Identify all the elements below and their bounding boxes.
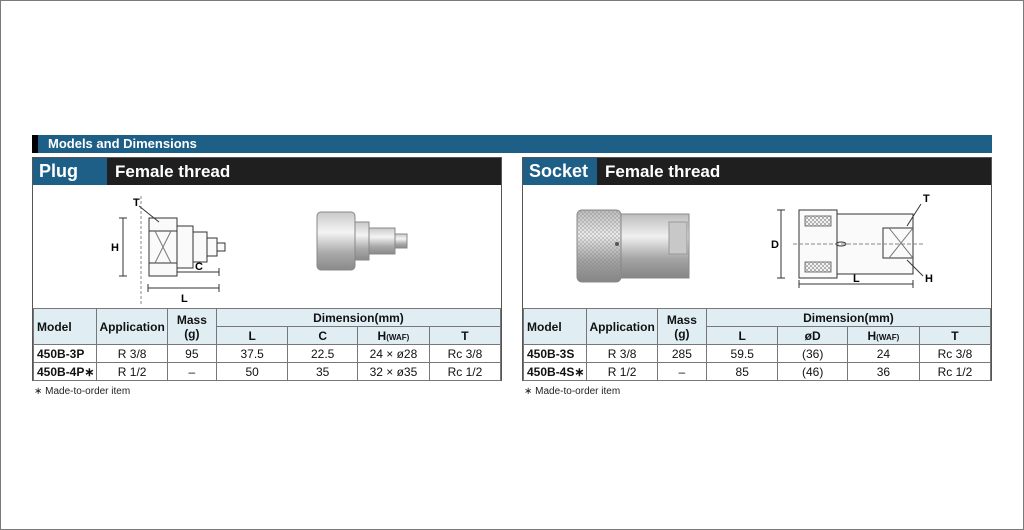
socket-note: ∗ Made-to-order item (524, 386, 621, 397)
table-row (34, 345, 501, 363)
mass-cell: – (167, 363, 216, 381)
socket-col-application: Application (587, 309, 657, 345)
h-cell: 24 (847, 345, 919, 363)
mass-cell: 285 (657, 345, 706, 363)
plug-tag: Plug (33, 158, 107, 185)
plug-col-mass: Mass (g) (167, 309, 216, 345)
plug-title-bar (33, 158, 501, 185)
mass-cell: – (657, 363, 706, 381)
h-cell: 24 × ø28 (357, 345, 429, 363)
plug-header-row (34, 309, 501, 327)
application-cell: R 1/2 (587, 363, 657, 381)
d-cell: (46) (778, 363, 847, 381)
plug-diagram (33, 186, 501, 308)
application-cell: R 3/8 (587, 345, 657, 363)
socket-dim-d: D (771, 239, 779, 251)
plug-col-h-suffix: (WAF) (386, 332, 410, 342)
socket-header-row (524, 309, 991, 327)
plug-panel (32, 157, 502, 381)
plug-dim-t: T (133, 197, 140, 209)
made-to-order-mark: ∗ (574, 364, 585, 379)
model-name: 450B-3P (37, 346, 85, 361)
plug-col-application: Application (97, 309, 167, 345)
socket-subtitle: Female thread (605, 162, 721, 181)
section-title: Models and Dimensions (32, 135, 992, 153)
made-to-order-mark: ∗ (84, 364, 95, 379)
socket-col-d: øD (778, 327, 847, 345)
socket-col-h-suffix: (WAF) (876, 332, 900, 342)
socket-col-mass: Mass (g) (657, 309, 706, 345)
c-cell: 35 (288, 363, 358, 381)
plug-col-h (357, 327, 429, 345)
socket-panel (522, 157, 992, 381)
plug-col-h-label: H (377, 328, 387, 343)
socket-dim-h: H (925, 273, 933, 285)
socket-tag: Socket (523, 158, 597, 185)
application-cell: R 1/2 (97, 363, 167, 381)
socket-col-l: L (706, 327, 777, 345)
l-cell: 85 (706, 363, 777, 381)
plug-spec-table (33, 308, 501, 381)
table-row (34, 363, 501, 381)
plug-dim-c: C (195, 261, 203, 273)
plug-col-t: T (429, 327, 500, 345)
plug-line-drawing (119, 196, 225, 304)
t-cell: Rc 3/8 (429, 345, 500, 363)
socket-product-image (577, 210, 689, 282)
plug-dim-l: L (181, 293, 188, 305)
model-cell (524, 345, 587, 363)
table-row (524, 363, 991, 381)
t-cell: Rc 1/2 (919, 363, 990, 381)
socket-col-h-label: H (867, 328, 877, 343)
model-name: 450B-4S (527, 364, 575, 379)
application-cell: R 3/8 (97, 345, 167, 363)
model-name: 450B-3S (527, 346, 575, 361)
socket-col-h (847, 327, 919, 345)
plug-subtitle: Female thread (115, 162, 231, 181)
model-cell (34, 363, 97, 381)
l-cell: 50 (216, 363, 287, 381)
h-cell: 32 × ø35 (357, 363, 429, 381)
socket-col-dimension: Dimension(mm) (706, 309, 990, 327)
plug-product-image (317, 212, 407, 270)
model-cell (34, 345, 97, 363)
plug-dim-h: H (111, 242, 119, 254)
socket-line-drawing (777, 204, 923, 288)
plug-col-dimension: Dimension(mm) (216, 309, 500, 327)
l-cell: 59.5 (706, 345, 777, 363)
t-cell: Rc 3/8 (919, 345, 990, 363)
t-cell: Rc 1/2 (429, 363, 500, 381)
mass-cell: 95 (167, 345, 216, 363)
socket-drawing-svg (523, 186, 993, 308)
socket-col-model: Model (524, 309, 587, 345)
socket-dim-l: L (853, 273, 860, 285)
socket-title-bar (523, 158, 991, 185)
h-cell: 36 (847, 363, 919, 381)
l-cell: 37.5 (216, 345, 287, 363)
plug-col-c: C (288, 327, 358, 345)
model-cell (524, 363, 587, 381)
plug-col-model: Model (34, 309, 97, 345)
socket-dim-t: T (923, 193, 930, 205)
c-cell: 22.5 (288, 345, 358, 363)
model-name: 450B-4P (37, 364, 85, 379)
socket-col-t: T (919, 327, 990, 345)
plug-note: ∗ Made-to-order item (34, 386, 131, 397)
plug-drawing-svg (33, 186, 503, 308)
socket-diagram (523, 186, 991, 308)
d-cell: (36) (778, 345, 847, 363)
plug-col-l: L (216, 327, 287, 345)
table-row (524, 345, 991, 363)
socket-spec-table (523, 308, 991, 381)
